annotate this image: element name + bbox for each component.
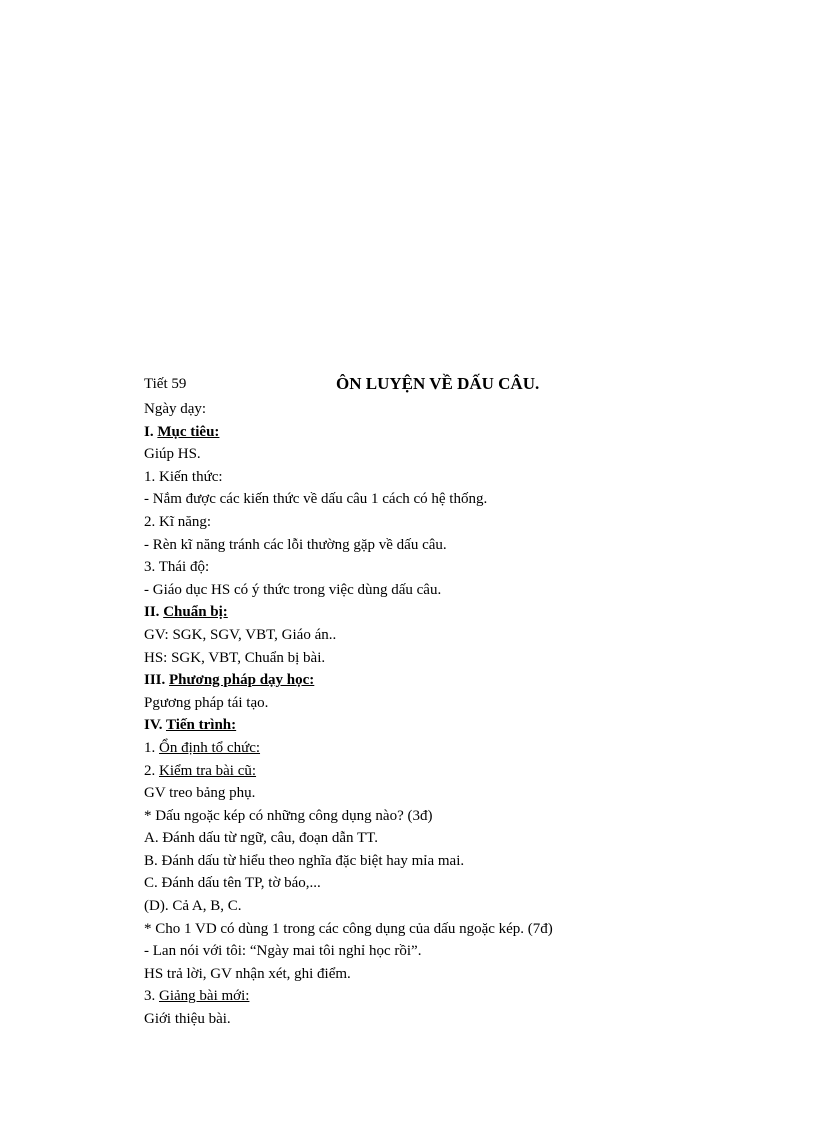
- section-1-heading: [144, 421, 744, 444]
- intro-line: Giới thiệu bài.: [144, 1011, 231, 1028]
- answer-d: (D). Cả A, B, C.: [144, 898, 242, 915]
- answer-b: B. Đánh dấu từ hiểu theo nghĩa đặc biệt hay mỉa mai.: [144, 852, 465, 869]
- section-4-title: Tiến trình:: [165, 717, 237, 734]
- step-3-title: Giảng bài mới:: [159, 988, 250, 1005]
- attitude-heading: 3. Thái độ:: [144, 559, 210, 576]
- answer-c: C. Đánh dấu tên TP, tờ báo,...: [144, 875, 321, 892]
- section-3-title: Phương pháp dạy học:: [169, 672, 315, 689]
- step-2-title: Kiểm tra bài cũ:: [159, 762, 257, 779]
- step-1-title: Ổn định tổ chức:: [159, 739, 261, 756]
- teach-date: Ngày dạy:: [144, 401, 207, 417]
- skill-heading: 2. Kĩ năng:: [144, 513, 212, 530]
- example-line: - Lan nói với tôi: “Ngày mai tôi nghỉ học rồi”.: [144, 943, 422, 960]
- step-2-number: 2.: [144, 762, 156, 779]
- step-2-heading: [144, 760, 744, 783]
- title-row: [144, 374, 764, 398]
- knowledge-text: - Nắm được các kiến thức về dấu câu 1 cách có hệ thống.: [144, 491, 488, 508]
- section-3-heading: [144, 669, 744, 692]
- help-line: Giúp HS.: [144, 446, 201, 463]
- method-text: Pgương pháp tái tạo.: [144, 694, 269, 711]
- section-4-number: IV.: [144, 717, 163, 734]
- step-1-number: 1.: [144, 739, 156, 756]
- step-1-heading: [144, 737, 744, 760]
- section-1-number: I.: [144, 423, 154, 440]
- section-4-heading: [144, 714, 744, 737]
- teacher-materials: GV: SGK, SGV, VBT, Giáo án..: [144, 626, 337, 643]
- question-2: * Cho 1 VD có dùng 1 trong các công dụng của dấu ngoặc kép. (7đ): [144, 920, 553, 937]
- section-1-title: Mục tiêu:: [157, 423, 220, 440]
- attitude-text: - Giáo dục HS có ý thức trong việc dùng dấu câu.: [144, 581, 442, 598]
- section-2-title: Chuẩn bị:: [163, 604, 228, 621]
- section-2-number: II.: [144, 604, 160, 621]
- section-2-heading: [144, 601, 744, 624]
- board-line: GV treo bảng phụ.: [144, 785, 256, 802]
- grading-line: HS trả lời, GV nhận xét, ghi điểm.: [144, 965, 351, 982]
- section-3-number: III.: [144, 672, 166, 689]
- question-1: * Dấu ngoặc kép có những công dụng nào? (3đ): [144, 807, 433, 824]
- answer-a: A. Đánh dấu từ ngữ, câu, đoạn dẫn TT.: [144, 830, 378, 847]
- step-3-heading: [144, 985, 744, 1008]
- lesson-title: ÔN LUYỆN VỀ DẤU CÂU.: [336, 374, 540, 393]
- document-body: [144, 398, 744, 1031]
- student-materials: HS: SGK, VBT, Chuẩn bị bài.: [144, 649, 326, 666]
- lesson-number: Tiết 59: [144, 376, 187, 392]
- skill-text: - Rèn kĩ năng tránh các lỗi thường gặp về dấu câu.: [144, 536, 447, 553]
- knowledge-heading: 1. Kiến thức:: [144, 468, 223, 485]
- step-3-number: 3.: [144, 988, 156, 1005]
